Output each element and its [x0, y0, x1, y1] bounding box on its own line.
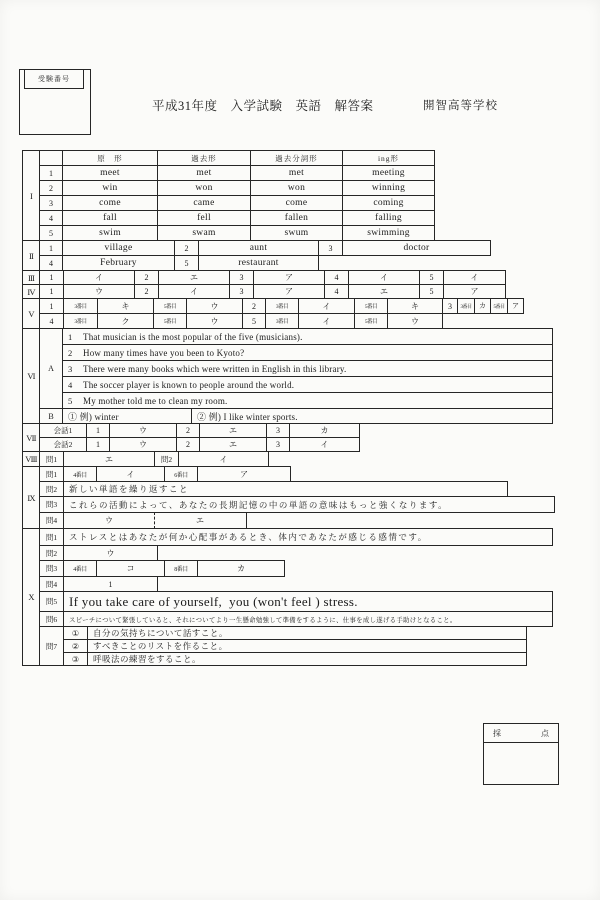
answer-cell: イ	[96, 466, 165, 482]
answer-cell: met	[250, 165, 343, 181]
row-number: 4	[39, 313, 64, 329]
item-number: 4	[68, 379, 73, 390]
section-iii	[22, 270, 555, 285]
row-number: 1	[86, 437, 110, 452]
answer-cell: ① 例) winter	[62, 408, 192, 424]
row-number: 5	[419, 270, 444, 285]
row-number: 3	[229, 270, 254, 285]
answer-cell: イ	[158, 284, 230, 299]
exam-number-box	[19, 69, 91, 135]
answer-cell: ク	[97, 313, 154, 329]
item-number: ②	[63, 639, 88, 653]
section-i	[22, 150, 555, 241]
answer-cell: doctor	[342, 240, 491, 256]
row-number: 3	[442, 298, 458, 314]
row-number: 1	[39, 284, 64, 299]
answer-cell: winning	[342, 180, 435, 196]
answer-cell: swim	[62, 225, 158, 241]
answer-cell: エ	[63, 451, 155, 467]
section-x	[22, 528, 555, 666]
question-label: 問1	[39, 528, 64, 546]
answer-text: 新しい単語を繰り返すこと	[63, 481, 508, 497]
sentence-cell	[62, 328, 553, 345]
sub-label-a: A	[39, 328, 63, 409]
answer-cell: イ	[289, 437, 360, 452]
answer-cell: ア	[253, 270, 325, 285]
page-title: 平成31年度 入学試験 英語 解答案	[152, 99, 374, 113]
col-header: ing形	[342, 150, 435, 166]
section-label: II	[22, 240, 40, 271]
section-iv	[22, 284, 555, 299]
answer-cell: エ	[154, 512, 247, 529]
blank-cell	[39, 150, 63, 166]
sentence-cell	[62, 360, 553, 377]
question-label: 問3	[39, 560, 64, 577]
sentence-cell	[62, 344, 553, 361]
row-number: 3	[266, 423, 290, 438]
sentence-text: My mother told me to clean my room.	[83, 395, 228, 406]
section-label: I	[22, 150, 40, 241]
answer-cell: イ	[443, 270, 506, 285]
answer-text: 自分の気持ちについて話すこと。	[87, 626, 527, 640]
answer-cell: ア	[253, 284, 325, 299]
answer-cell: fell	[157, 210, 251, 226]
answer-cell: win	[62, 180, 158, 196]
question-label: 問2	[154, 451, 179, 467]
answer-text: スピーチについて緊張していると、それについてより一生懸命勉強して準備をするように、仕事を成し遂げる手助けとなること。	[63, 611, 553, 627]
answer-cell: ウ	[387, 313, 443, 329]
answer-cell: meet	[62, 165, 158, 181]
answer-cell: エ	[199, 423, 267, 438]
question-label: 問7	[39, 626, 64, 666]
sentence-text: The soccer player is known to people around the world.	[83, 379, 295, 390]
ordinal-label: 5番目	[153, 298, 187, 314]
col-header: 過去形	[157, 150, 251, 166]
sub-label-b: B	[39, 408, 63, 424]
row-number: 2	[39, 180, 63, 196]
ordinal-label: 3番目	[265, 313, 299, 329]
item-number: ①	[63, 626, 88, 640]
ordinal-label: 6番目	[164, 466, 198, 482]
answer-cell: ウ	[109, 437, 177, 452]
question-label: 問4	[39, 512, 64, 529]
ordinal-label: 3番目	[63, 313, 98, 329]
ordinal-label: 5番目	[153, 313, 187, 329]
row-number: 5	[39, 225, 63, 241]
answer-cell: 1	[63, 576, 158, 592]
section-ix	[22, 466, 555, 529]
answer-cell: イ	[63, 270, 135, 285]
answer-cell: met	[157, 165, 251, 181]
score-box-header	[484, 724, 558, 743]
answer-cell: エ	[158, 270, 230, 285]
col-header: 過去分詞形	[250, 150, 343, 166]
ordinal-label: 3番目	[265, 298, 299, 314]
answer-text: すべきことのリストを作ること。	[87, 639, 527, 653]
row-number: 5	[174, 255, 199, 271]
answer-text: これらの活動によって、あなたの長期記憶の中の単語の意味はもっと強くなります。	[63, 496, 555, 513]
ordinal-label: 5番目	[354, 298, 388, 314]
answer-cell: won	[157, 180, 251, 196]
row-number: 4	[324, 270, 349, 285]
answer-cell: fallen	[250, 210, 343, 226]
row-number: 2	[176, 423, 200, 438]
item-number: 3	[68, 363, 73, 374]
answer-cell: エ	[199, 437, 267, 452]
row-number: 2	[134, 270, 159, 285]
answer-cell: came	[157, 195, 251, 211]
row-number: 3	[266, 437, 290, 452]
answer-cell: ウ	[186, 313, 243, 329]
row-number: 3	[39, 195, 63, 211]
section-label: VIII	[22, 451, 40, 467]
section-viii	[22, 451, 555, 467]
row-number: 2	[242, 298, 266, 314]
exam-number-label: 受験番号	[24, 69, 84, 89]
answer-cell: restaurant	[198, 255, 319, 271]
sentence-text: How many times have you been to Kyoto?	[83, 347, 245, 358]
section-label: III	[22, 270, 40, 285]
answer-cell: カ	[289, 423, 360, 438]
answer-cell: ア	[197, 466, 291, 482]
section-vi	[22, 328, 555, 424]
ordinal-label: 8番目	[164, 560, 198, 577]
answer-cell: カ	[197, 560, 285, 577]
answer-cell: ウ	[109, 423, 177, 438]
answer-cell: ア	[443, 284, 506, 299]
dialog-label: 会話2	[39, 437, 87, 452]
answer-cell: aunt	[198, 240, 319, 256]
sentence-text: That musician is the most popular of the five (musicians).	[83, 331, 303, 342]
question-label: 問4	[39, 576, 64, 592]
section-label: IV	[22, 284, 40, 299]
ordinal-label: 5番目	[490, 298, 508, 314]
row-number: 1	[39, 298, 64, 314]
answer-cell: swum	[250, 225, 343, 241]
ordinal-label: 4番目	[63, 466, 97, 482]
answer-cell: イ	[348, 270, 420, 285]
answer-cell: イ	[298, 313, 355, 329]
answer-cell: カ	[474, 298, 491, 314]
answer-cell: コ	[96, 560, 165, 577]
answer-text: If you take care of yourself, you (won't feel ) stress.	[63, 591, 553, 612]
section-label: VII	[22, 423, 40, 452]
answer-cell: coming	[342, 195, 435, 211]
row-number: 4	[324, 284, 349, 299]
section-ii	[22, 240, 555, 271]
answer-cell: come	[62, 195, 158, 211]
answer-cell: ウ	[186, 298, 243, 314]
section-label: IX	[22, 466, 40, 529]
question-label: 問2	[39, 545, 64, 561]
answer-cell: village	[62, 240, 175, 256]
answer-cell: falling	[342, 210, 435, 226]
ordinal-label: 3番目	[63, 298, 98, 314]
row-number: 4	[39, 210, 63, 226]
answer-cell: ウ	[63, 545, 158, 561]
row-number: 2	[174, 240, 199, 256]
item-number: 5	[68, 395, 73, 406]
item-number: 1	[68, 331, 73, 342]
row-number: 5	[419, 284, 444, 299]
question-label: 問1	[39, 466, 64, 482]
section-label: V	[22, 298, 40, 329]
section-v	[22, 298, 555, 329]
answer-cell: fall	[62, 210, 158, 226]
section-label: VI	[22, 328, 40, 424]
sentence-text: There were many books which were written in English in this library.	[83, 363, 347, 374]
ordinal-label: 3番目	[457, 298, 475, 314]
col-header: 原 形	[62, 150, 158, 166]
row-number: 1	[39, 270, 64, 285]
answer-cell: キ	[97, 298, 154, 314]
answer-cell: swimming	[342, 225, 435, 241]
answer-table	[22, 150, 555, 666]
section-vii	[22, 423, 555, 452]
answer-cell: ウ	[63, 284, 135, 299]
row-number: 3	[318, 240, 343, 256]
answer-cell: come	[250, 195, 343, 211]
row-number: 1	[39, 240, 63, 256]
question-label: 問1	[39, 451, 64, 467]
row-number: 2	[134, 284, 159, 299]
answer-cell: ウ	[63, 512, 155, 529]
score-label-sai: 採	[493, 728, 501, 738]
answer-cell: キ	[387, 298, 443, 314]
score-label-ten: 点	[541, 728, 549, 738]
question-label: 問3	[39, 496, 64, 513]
dialog-label: 会話1	[39, 423, 87, 438]
item-number: 2	[68, 347, 73, 358]
answer-text: ストレスとはあなたが何か心配事があるとき、体内であなたが感じる感情です。	[63, 528, 553, 546]
answer-cell: February	[62, 255, 175, 271]
score-box	[483, 723, 559, 785]
answer-cell: swam	[157, 225, 251, 241]
answer-cell: エ	[348, 284, 420, 299]
answer-cell: イ	[298, 298, 355, 314]
answer-cell: ア	[507, 298, 524, 314]
row-number: 1	[39, 165, 63, 181]
answer-cell: イ	[178, 451, 269, 467]
row-number: 1	[86, 423, 110, 438]
ordinal-label: 5番目	[354, 313, 388, 329]
row-number: 3	[229, 284, 254, 299]
answer-text: 呼吸法の練習をすること。	[87, 652, 527, 666]
question-label: 問5	[39, 591, 64, 612]
item-number: ③	[63, 652, 88, 666]
question-label: 問6	[39, 611, 64, 627]
question-label: 問2	[39, 481, 64, 497]
school-name: 開智高等学校	[423, 100, 498, 112]
answer-cell: ② 例) I like winter sports.	[191, 408, 553, 424]
ordinal-label: 4番目	[63, 560, 97, 577]
row-number: 5	[242, 313, 266, 329]
answer-cell: won	[250, 180, 343, 196]
row-number: 4	[39, 255, 63, 271]
sentence-cell	[62, 392, 553, 409]
sentence-cell	[62, 376, 553, 393]
row-number: 2	[176, 437, 200, 452]
section-label: X	[22, 528, 40, 666]
answer-cell: meeting	[342, 165, 435, 181]
